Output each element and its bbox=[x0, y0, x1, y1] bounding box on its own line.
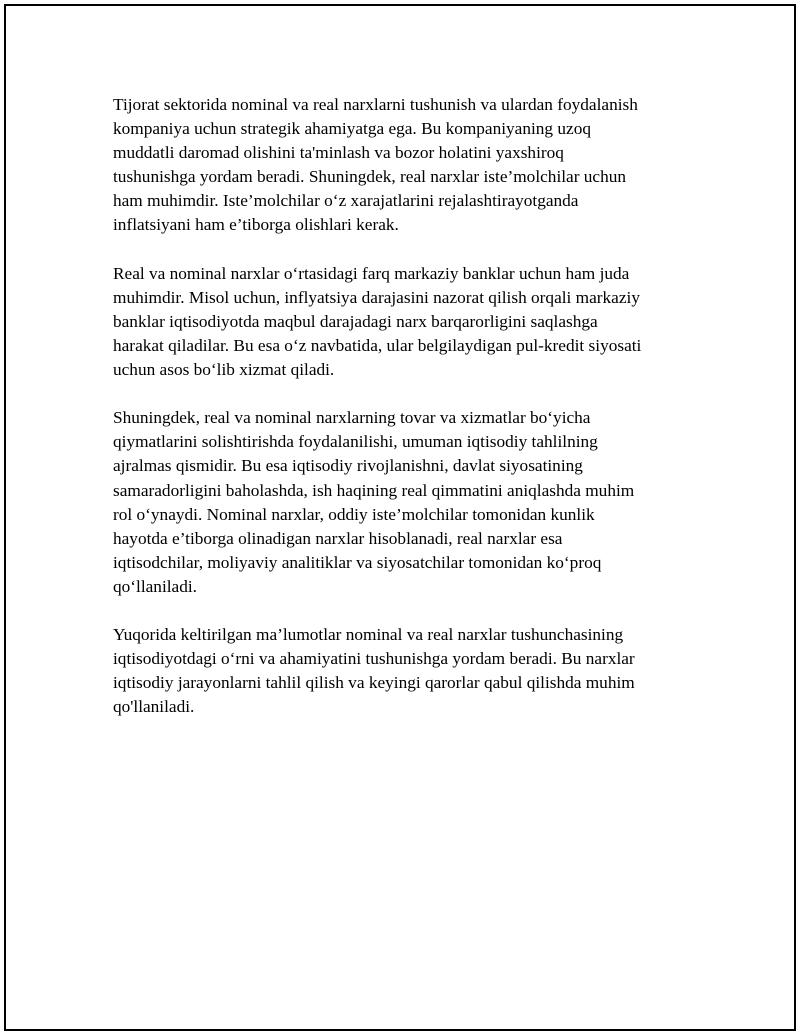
paragraph-1 bbox=[113, 93, 693, 238]
paragraph-4 bbox=[113, 623, 693, 719]
paragraph-line: banklar iqtisodiyotda maqbul darajadagi narx barqarorligini saqlashga bbox=[113, 311, 598, 331]
paragraph-line: qo'llaniladi. bbox=[113, 697, 195, 717]
paragraph-line: ajralmas qismidir. Bu esa iqtisodiy rivojlanishni, davlat siyosatining bbox=[113, 456, 583, 476]
paragraph-line: tushunishga yordam beradi. Shuningdek, real narxlar iste’molchilar uchun bbox=[113, 167, 627, 187]
paragraph-line: Yuqorida keltirilgan ma’lumotlar nominal va real narxlar tushunchasining bbox=[113, 625, 624, 645]
paragraph-line: qiymatlarini solishtirishda foydalanilishi, umuman iqtisodiy tahlilning bbox=[113, 432, 598, 452]
paragraph-line: iqtisodiy jarayonlarni tahlil qilish va keyingi qarorlar qabul qilishda muhim bbox=[113, 673, 635, 693]
paragraph-line: harakat qiladilar. Bu esa o‘z navbatida, ular belgilaydigan pul-kredit siyosati bbox=[113, 335, 642, 355]
paragraph-3 bbox=[113, 406, 693, 599]
paragraph-line: muhimdir. Misol uchun, inflyatsiya darajasini nazorat qilish orqali markaziy bbox=[113, 287, 640, 307]
paragraph-line: Real va nominal narxlar o‘rtasidagi farq markaziy banklar uchun ham juda bbox=[113, 263, 630, 283]
paragraph-line: uchun asos bo‘lib xizmat qiladi. bbox=[113, 360, 335, 380]
paragraph-line: rol o‘ynaydi. Nominal narxlar, oddiy iste’molchilar tomonidan kunlik bbox=[113, 504, 595, 524]
document-body bbox=[113, 93, 693, 744]
paragraph-line: Tijorat sektorida nominal va real narxlarni tushunish va ulardan foydalanish bbox=[113, 95, 638, 114]
paragraph-line: inflatsiyani ham e’tiborga olishlari kerak. bbox=[113, 215, 399, 235]
paragraph-line: ham muhimdir. Iste’molchilar o‘z xarajatlarini rejalashtirayotganda bbox=[113, 191, 579, 211]
paragraph-2 bbox=[113, 262, 693, 382]
paragraph-line: muddatli daromad olishini ta'minlash va bozor holatini yaxshiroq bbox=[113, 143, 564, 163]
paragraph-line: hayotda e’tiborga olinadigan narxlar hisoblanadi, real narxlar esa bbox=[113, 528, 563, 548]
paragraph-line: iqtisodiyotdagi o‘rni va ahamiyatini tushunishga yordam beradi. Bu narxlar bbox=[113, 649, 635, 669]
paragraph-line: iqtisodchilar, moliyaviy analitiklar va siyosatchilar tomonidan ko‘proq bbox=[113, 552, 602, 572]
paragraph-line: kompaniya uchun strategik ahamiyatga ega. Bu kompaniyaning uzoq bbox=[113, 119, 591, 139]
paragraph-line: Shuningdek, real va nominal narxlarning tovar va xizmatlar bo‘yicha bbox=[113, 408, 591, 428]
paragraph-line: samaradorligini baholashda, ish haqining real qimmatini aniqlashda muhim bbox=[113, 480, 635, 500]
paragraph-line: qo‘llaniladi. bbox=[113, 576, 197, 596]
